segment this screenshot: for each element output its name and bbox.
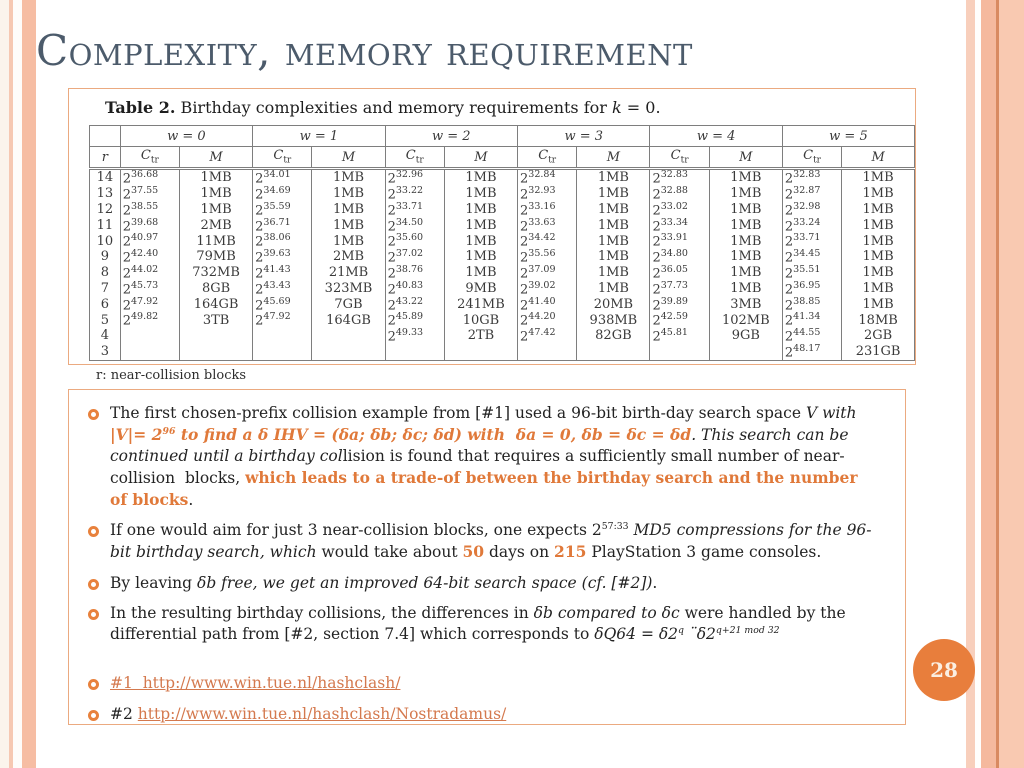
r-value: 8 (90, 265, 121, 281)
memory-value: 241MB (444, 296, 517, 312)
list-item (85, 520, 879, 563)
ctr-value: $2^{40.97}$ (120, 233, 179, 249)
ctr-value: $2^{38.55}$ (120, 202, 179, 218)
table-row (90, 312, 915, 328)
memory-value: 1MB (312, 186, 385, 202)
ctr-value: $2^{36.05}$ (650, 265, 709, 281)
group-header: w = 2 (385, 126, 517, 147)
ctr-column-header: $C_{tr}$ (253, 147, 312, 169)
table-row (90, 169, 915, 186)
text-segment: 96 (162, 425, 176, 437)
bullet-text (110, 673, 400, 694)
memory-value: 1MB (842, 217, 915, 233)
ctr-value: $2^{43.43}$ (253, 281, 312, 297)
text-segment: were handled by the differential path from [#2, section 7.4] which corresponds to (110, 603, 851, 643)
ctr-value: $2^{37.55}$ (120, 186, 179, 202)
text-segment: The first chosen-prefix collision example from [#1] used a 96-bit birth-day search space (110, 404, 806, 422)
memory-value: 1MB (709, 249, 782, 265)
ctr-value: $2^{45.73}$ (120, 281, 179, 297)
memory-value: 323MB (312, 281, 385, 297)
memory-value: 2TB (444, 328, 517, 344)
text-segment: would take about (316, 543, 463, 562)
memory-value: 231GB (842, 344, 915, 360)
memory-value: 1MB (577, 249, 650, 265)
memory-value: 1MB (709, 202, 782, 218)
memory-value: 3MB (709, 296, 782, 312)
bullet-text (110, 403, 879, 511)
text-segment: which leads to a trade-of between the birthday search and the number of blocks (110, 468, 863, 510)
group-header: w = 0 (120, 126, 252, 147)
bullet-icon (88, 579, 99, 590)
memory-value: 11MB (180, 233, 253, 249)
text-segment: 57:33 (601, 521, 629, 533)
r-value: 3 (90, 344, 121, 360)
ctr-value: $2^{32.96}$ (385, 169, 444, 186)
memory-value: 732MB (180, 265, 253, 281)
memory-value: 1MB (842, 281, 915, 297)
group-header: w = 4 (650, 126, 782, 147)
memory-value (312, 328, 385, 344)
bullet-icon (88, 526, 99, 537)
memory-value: 1MB (444, 169, 517, 186)
memory-value: 7GB (312, 296, 385, 312)
page-number-badge (913, 639, 975, 701)
ctr-value: $2^{38.85}$ (782, 296, 841, 312)
ctr-value: $2^{33.16}$ (518, 202, 577, 218)
memory-value: 3TB (180, 312, 253, 328)
content-panel (68, 389, 906, 725)
text-segment: PlayStation 3 game consoles. (586, 543, 822, 562)
ctr-value: $2^{32.87}$ (782, 186, 841, 202)
memory-value: 1MB (709, 186, 782, 202)
group-header: w = 1 (253, 126, 385, 147)
memory-value: 2MB (312, 249, 385, 265)
memory-value: 164GB (180, 296, 253, 312)
ctr-value: $2^{44.02}$ (120, 265, 179, 281)
list-item (85, 603, 879, 645)
ctr-value: $2^{36.68}$ (120, 169, 179, 186)
memory-value: 1MB (577, 169, 650, 186)
memory-value: 9MB (444, 281, 517, 297)
ctr-value (650, 344, 709, 360)
table-row (90, 233, 915, 249)
ctr-value: $2^{34.69}$ (253, 186, 312, 202)
text-segment: . (188, 491, 194, 510)
memory-value: 1MB (842, 296, 915, 312)
text-segment: ¨ (684, 624, 697, 643)
r-value: 9 (90, 249, 121, 265)
text-segment: MD5 compressions for the 96-bit birthday search, which (110, 521, 872, 562)
ctr-value (253, 344, 312, 360)
r-column-header: r (90, 147, 121, 169)
memory-value: 2MB (180, 217, 253, 233)
group-header: w = 5 (782, 126, 914, 147)
ctr-column-header: $C_{tr}$ (650, 147, 709, 169)
left-border-stripe-3 (13, 0, 22, 768)
table-row (90, 186, 915, 202)
text-segment: |V|= 2 (110, 425, 163, 445)
memory-value: 2GB (842, 328, 915, 344)
slide-title: Complexity, memory requirement (36, 26, 693, 75)
table-footnote: r: near-collision blocks (96, 368, 247, 383)
list-item (85, 704, 879, 725)
ctr-value: $2^{38.76}$ (385, 265, 444, 281)
memory-value: 1MB (842, 169, 915, 186)
ctr-value: $2^{37.09}$ (518, 265, 577, 281)
ctr-column-header: $C_{tr}$ (120, 147, 179, 169)
ctr-value: $2^{45.89}$ (385, 312, 444, 328)
memory-value: 1MB (577, 281, 650, 297)
memory-value (180, 344, 253, 360)
memory-column-header: M (444, 147, 517, 169)
ctr-value: $2^{37.02}$ (385, 249, 444, 265)
table-caption (105, 98, 915, 117)
ctr-value: $2^{33.22}$ (385, 186, 444, 202)
ctr-value: $2^{42.40}$ (120, 249, 179, 265)
bullet-text (110, 603, 879, 645)
ctr-value: $2^{36.71}$ (253, 217, 312, 233)
table-row (90, 202, 915, 218)
text-segment: In the resulting birthday collisions, the differences in (110, 603, 534, 622)
ctr-value: $2^{40.83}$ (385, 281, 444, 297)
text-segment: 50 (462, 542, 485, 562)
ctr-value: $2^{33.34}$ (650, 217, 709, 233)
memory-value: 1MB (312, 217, 385, 233)
memory-value: 1MB (180, 186, 253, 202)
table-row (90, 281, 915, 297)
memory-value: 1MB (842, 249, 915, 265)
ctr-value: $2^{45.81}$ (650, 328, 709, 344)
ctr-value: $2^{32.83}$ (650, 169, 709, 186)
right-border-stripe-5 (999, 0, 1024, 768)
memory-value: 1MB (577, 265, 650, 281)
memory-value: 1MB (180, 202, 253, 218)
ctr-value: $2^{33.24}$ (782, 217, 841, 233)
ctr-value: $2^{39.89}$ (650, 296, 709, 312)
memory-value: 1MB (709, 217, 782, 233)
ctr-value: $2^{49.82}$ (120, 312, 179, 328)
memory-value: 102MB (709, 312, 782, 328)
ctr-value: $2^{34.80}$ (650, 249, 709, 265)
list-item (85, 573, 879, 594)
memory-column-header: M (577, 147, 650, 169)
list-item (85, 673, 879, 694)
r-value: 6 (90, 296, 121, 312)
ctr-value: $2^{35.60}$ (385, 233, 444, 249)
memory-value: 20MB (577, 296, 650, 312)
memory-value: 1MB (444, 186, 517, 202)
memory-value: 1MB (577, 202, 650, 218)
memory-value: 1MB (842, 265, 915, 281)
r-value: 7 (90, 281, 121, 297)
bullet-icon (88, 409, 99, 420)
memory-value: 1MB (444, 202, 517, 218)
r-value: 5 (90, 312, 121, 328)
memory-value: 1MB (709, 265, 782, 281)
text-segment: δ2 (696, 624, 716, 643)
memory-value: 79MB (180, 249, 253, 265)
memory-value: 1MB (444, 249, 517, 265)
memory-value (180, 328, 253, 344)
ctr-value: $2^{33.71}$ (782, 233, 841, 249)
memory-value (577, 344, 650, 360)
table-caption-tail: = 0. (621, 98, 661, 117)
ctr-value (518, 344, 577, 360)
memory-value: 938MB (577, 312, 650, 328)
ctr-value: $2^{39.02}$ (518, 281, 577, 297)
group-header: w = 3 (518, 126, 650, 147)
text-segment: to find a δ IHV = (δa; δb; δc; δd) with δa = 0, δb = δc = δd (175, 425, 692, 445)
memory-value: 9GB (709, 328, 782, 344)
text-segment: δb compared to δc (533, 603, 680, 622)
hashclash-link-2[interactable]: http://www.win.tue.nl/hashclash/Nostradamus/ (137, 704, 507, 723)
ctr-value: $2^{34.42}$ (518, 233, 577, 249)
memory-value: 1MB (577, 186, 650, 202)
ctr-value: $2^{44.20}$ (518, 312, 577, 328)
ctr-value (253, 328, 312, 344)
text-segment: lision is found that requires a sufficiently small number of near-collision blocks, (110, 447, 845, 488)
text-segment: . (652, 573, 658, 592)
ctr-value: $2^{33.63}$ (518, 217, 577, 233)
memory-value: 82GB (577, 328, 650, 344)
table-corner-cell (90, 126, 121, 147)
memory-value: 1MB (709, 233, 782, 249)
ctr-value: $2^{48.17}$ (782, 344, 841, 360)
memory-column-header: M (709, 147, 782, 169)
text-segment: days on (484, 543, 555, 562)
ctr-column-header: $C_{tr}$ (385, 147, 444, 169)
ctr-value: $2^{47.92}$ (253, 312, 312, 328)
memory-value: 1MB (842, 186, 915, 202)
ctr-value: $2^{49.33}$ (385, 328, 444, 344)
ctr-value: $2^{32.88}$ (650, 186, 709, 202)
list-item (85, 403, 879, 511)
memory-value: 21MB (312, 265, 385, 281)
ctr-value: $2^{37.73}$ (650, 281, 709, 297)
link-list (85, 673, 879, 725)
bullet-icon (88, 679, 99, 690)
memory-value (444, 344, 517, 360)
ctr-value: $2^{33.02}$ (650, 202, 709, 218)
memory-column-header: M (842, 147, 915, 169)
ctr-value: $2^{32.83}$ (782, 169, 841, 186)
right-border-stripe-3 (981, 0, 996, 768)
ctr-value: $2^{39.63}$ (253, 249, 312, 265)
left-border-stripe-1 (0, 0, 9, 768)
ctr-value (120, 328, 179, 344)
bullet-icon (88, 609, 99, 620)
memory-value: 1MB (577, 217, 650, 233)
table-row (90, 249, 915, 265)
ctr-value: $2^{47.42}$ (518, 328, 577, 344)
text-segment: V with (805, 404, 862, 422)
complexity-table (89, 125, 915, 361)
memory-column-header: M (312, 147, 385, 169)
ctr-value: $2^{45.69}$ (253, 296, 312, 312)
table-row (90, 328, 915, 344)
memory-value (312, 344, 385, 360)
ctr-value: $2^{35.51}$ (782, 265, 841, 281)
ctr-value: $2^{38.06}$ (253, 233, 312, 249)
table-row (90, 265, 915, 281)
table-row (90, 217, 915, 233)
ctr-value: $2^{36.95}$ (782, 281, 841, 297)
text-segment: By leaving (110, 573, 197, 592)
memory-value (709, 344, 782, 360)
text-segment: q (678, 624, 684, 636)
ctr-value: $2^{34.01}$ (253, 169, 312, 186)
memory-value: 1MB (180, 169, 253, 186)
ctr-value: $2^{41.34}$ (782, 312, 841, 328)
link-prefix: #2 (110, 704, 138, 723)
text-segment: q+21 mod 32 (715, 624, 780, 636)
memory-value: 1MB (312, 169, 385, 186)
bullet-text (110, 573, 657, 594)
table-row (90, 296, 915, 312)
memory-value: 1MB (312, 233, 385, 249)
ctr-value: $2^{39.68}$ (120, 217, 179, 233)
memory-value: 1MB (709, 169, 782, 186)
memory-value: 1MB (444, 217, 517, 233)
r-value: 4 (90, 328, 121, 344)
ctr-value: $2^{41.40}$ (518, 296, 577, 312)
r-value: 13 (90, 186, 121, 202)
ctr-value: $2^{33.91}$ (650, 233, 709, 249)
bullet-text (110, 520, 879, 563)
memory-value: 1MB (444, 233, 517, 249)
ctr-value: $2^{43.22}$ (385, 296, 444, 312)
ctr-value (120, 344, 179, 360)
bullet-list (85, 403, 879, 645)
table-row (90, 344, 915, 360)
table-caption-text: Birthday complexities and memory requirements for (175, 98, 613, 117)
memory-value: 1MB (842, 202, 915, 218)
memory-value: 164GB (312, 312, 385, 328)
memory-value: 1MB (312, 202, 385, 218)
ctr-value: $2^{35.56}$ (518, 249, 577, 265)
ctr-value: $2^{33.71}$ (385, 202, 444, 218)
memory-value: 1MB (709, 281, 782, 297)
text-segment: δb free, we get an improved 64-bit search space (cf. [#2]) (197, 573, 653, 592)
r-value: 14 (90, 169, 121, 186)
ctr-value (385, 344, 444, 360)
memory-value: 1MB (444, 265, 517, 281)
text-segment: 215 (554, 542, 587, 562)
ctr-value: $2^{32.98}$ (782, 202, 841, 218)
ctr-value: $2^{32.93}$ (518, 186, 577, 202)
text-segment: δQ64 = δ2 (594, 624, 679, 643)
r-value: 10 (90, 233, 121, 249)
ctr-value: $2^{44.55}$ (782, 328, 841, 344)
ctr-column-header: $C_{tr}$ (518, 147, 577, 169)
memory-value: 10GB (444, 312, 517, 328)
ctr-value: $2^{41.43}$ (253, 265, 312, 281)
left-border-stripe-4 (22, 0, 36, 768)
memory-value: 1MB (577, 233, 650, 249)
hashclash-link-1[interactable]: #1 http://www.win.tue.nl/hashclash/ (110, 673, 401, 692)
memory-value: 18MB (842, 312, 915, 328)
table-panel (68, 88, 916, 365)
page-number: 28 (930, 658, 958, 682)
memory-value: 1MB (842, 233, 915, 249)
ctr-value: $2^{34.45}$ (782, 249, 841, 265)
bullet-text (110, 704, 506, 725)
bullet-icon (88, 710, 99, 721)
text-segment: If one would aim for just 3 near-collision blocks, one expects 2 (110, 521, 602, 540)
ctr-value: $2^{42.59}$ (650, 312, 709, 328)
ctr-value: $2^{47.92}$ (120, 296, 179, 312)
ctr-value: $2^{35.59}$ (253, 202, 312, 218)
r-value: 12 (90, 202, 121, 218)
table-caption-label: Table 2. (105, 98, 176, 117)
ctr-value: $2^{34.50}$ (385, 217, 444, 233)
ctr-column-header: $C_{tr}$ (782, 147, 841, 169)
table-caption-k: k (612, 98, 622, 117)
text-segment: . This search can be continued until a birthday col (110, 426, 854, 466)
memory-value: 8GB (180, 281, 253, 297)
ctr-value: $2^{32.84}$ (518, 169, 577, 186)
r-value: 11 (90, 217, 121, 233)
memory-column-header: M (180, 147, 253, 169)
